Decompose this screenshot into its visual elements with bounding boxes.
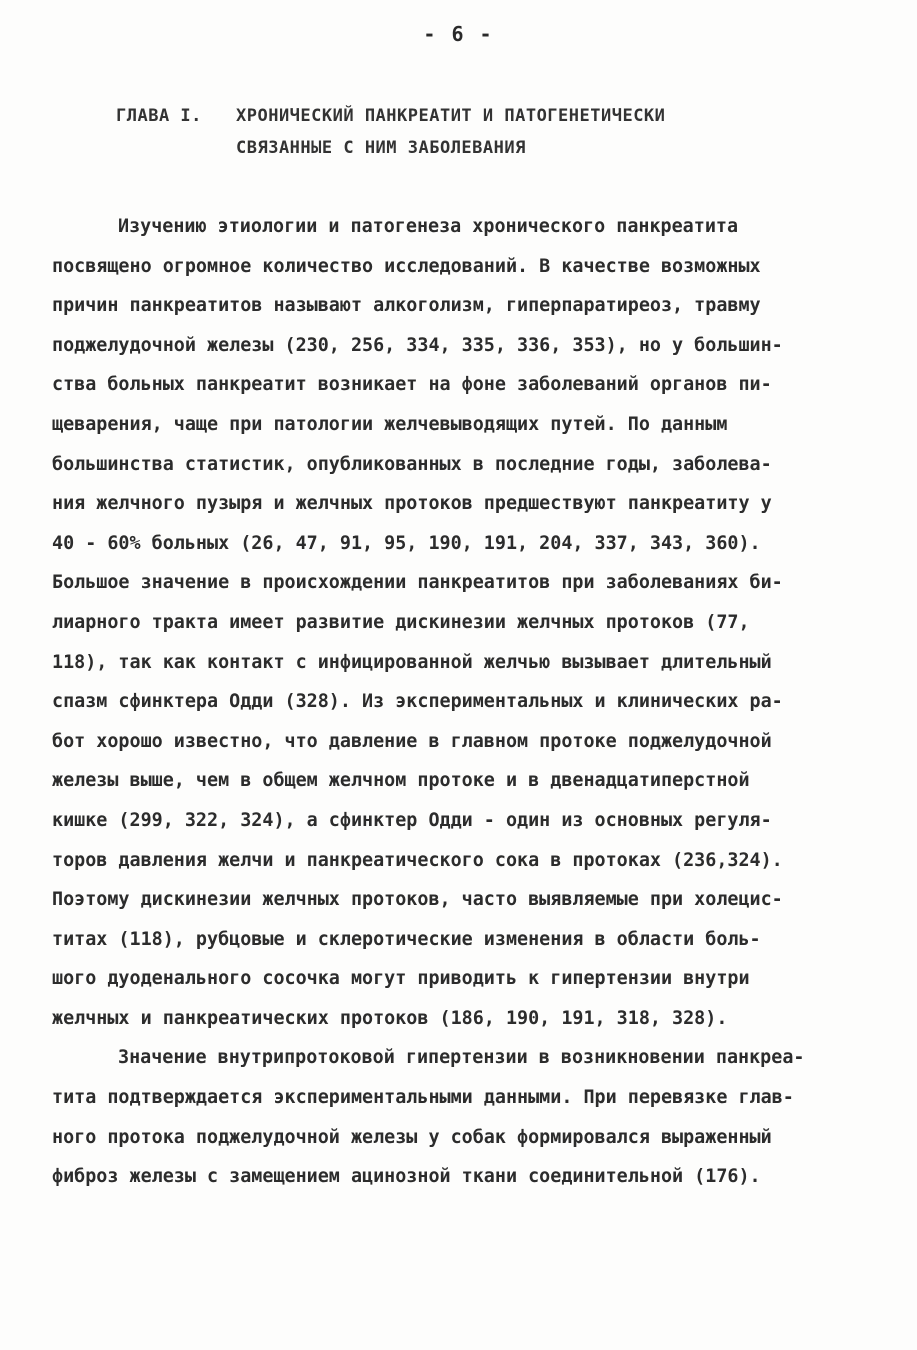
paragraph-1-line: ния желчного пузыря и желчных протоков предшествуют панкреатиту у — [52, 493, 772, 515]
paragraph-1-line: железы выше, чем в общем желчном протоке и в двенадцатиперстной — [52, 770, 750, 792]
paragraph-1-line: посвящено огромное количество исследований. В качестве возможных — [52, 255, 761, 277]
page-number: - 6 - — [423, 22, 494, 46]
chapter-title-line-2: СВЯЗАННЫЕ С НИМ ЗАБОЛЕВАНИЯ — [236, 138, 526, 158]
chapter-title-line-1: ХРОНИЧЕСКИЙ ПАНКРЕАТИТ И ПАТОГЕНЕТИЧЕСКИ — [236, 106, 666, 126]
paragraph-1-line: причин панкреатитов называют алкоголизм, гиперпаратиреоз, травму — [52, 295, 761, 317]
paragraph-2-line: тита подтверждается экспериментальными данными. При перевязке глав- — [52, 1087, 794, 1109]
paragraph-2-line: ного протока поджелудочной железы у собак формировался выраженный — [52, 1126, 772, 1148]
paragraph-1-line: титах (118), рубцовые и склеротические изменения в области боль- — [52, 928, 761, 950]
paragraph-1-line: Поэтому дискинезии желчных протоков, часто выявляемые при холецис- — [52, 889, 783, 911]
paragraph-1-line: ства больных панкреатит возникает на фоне заболеваний органов пи- — [52, 374, 772, 396]
paragraph-1-line: щеварения, чаще при патологии желчевыводящих путей. По данным — [52, 413, 728, 435]
paragraph-1-line: кишке (299, 322, 324), а сфинктер Одди - один из основных регуля- — [52, 809, 772, 831]
paragraph-1-line: торов давления желчи и панкреатического сока в протоках (236,324). — [52, 849, 783, 871]
paragraph-1-line: 118), так как контакт с инфицированной желчью вызывает длительный — [52, 651, 772, 673]
chapter-number: ГЛАВА I. — [116, 106, 202, 126]
paragraph-1-line: желчных и панкреатических протоков (186, 190, 191, 318, 328). — [52, 1007, 728, 1029]
chapter-heading — [116, 100, 816, 164]
paragraph-1-line: бот хорошо известно, что давление в главном протоке поджелудочной — [52, 730, 772, 752]
paragraph-2-line: фиброз железы с замещением ацинозной ткани соединительной (176). — [52, 1166, 761, 1188]
paragraph-1-line: Изучению этиологии и патогенеза хронического панкреатита — [118, 216, 739, 237]
body-text — [52, 207, 866, 1197]
paragraph-1-line: шого дуоденального сосочка могут приводить к гипертензии внутри — [52, 968, 750, 990]
paragraph-2-line: Значение внутрипротоковой гипертензии в возникновении панкреа- — [118, 1047, 805, 1069]
paragraph-1-line: поджелудочной железы (230, 256, 334, 335, 336, 353), но у большин- — [52, 334, 783, 356]
paragraph-1-line: лиарного тракта имеет развитие дискинезии желчных протоков (77, — [52, 611, 750, 633]
paragraph-1-line: спазм сфинктера Одди (328). Из экспериментальных и клинических ра- — [52, 691, 783, 713]
paragraph-1-line: большинства статистик, опубликованных в последние годы, заболева- — [52, 453, 772, 475]
paragraph-1-line: Большое значение в происхождении панкреатитов при заболеваниях би- — [52, 572, 783, 594]
paragraph-1-line: 40 - 60% больных (26, 47, 91, 95, 190, 191, 204, 337, 343, 360). — [52, 532, 761, 554]
